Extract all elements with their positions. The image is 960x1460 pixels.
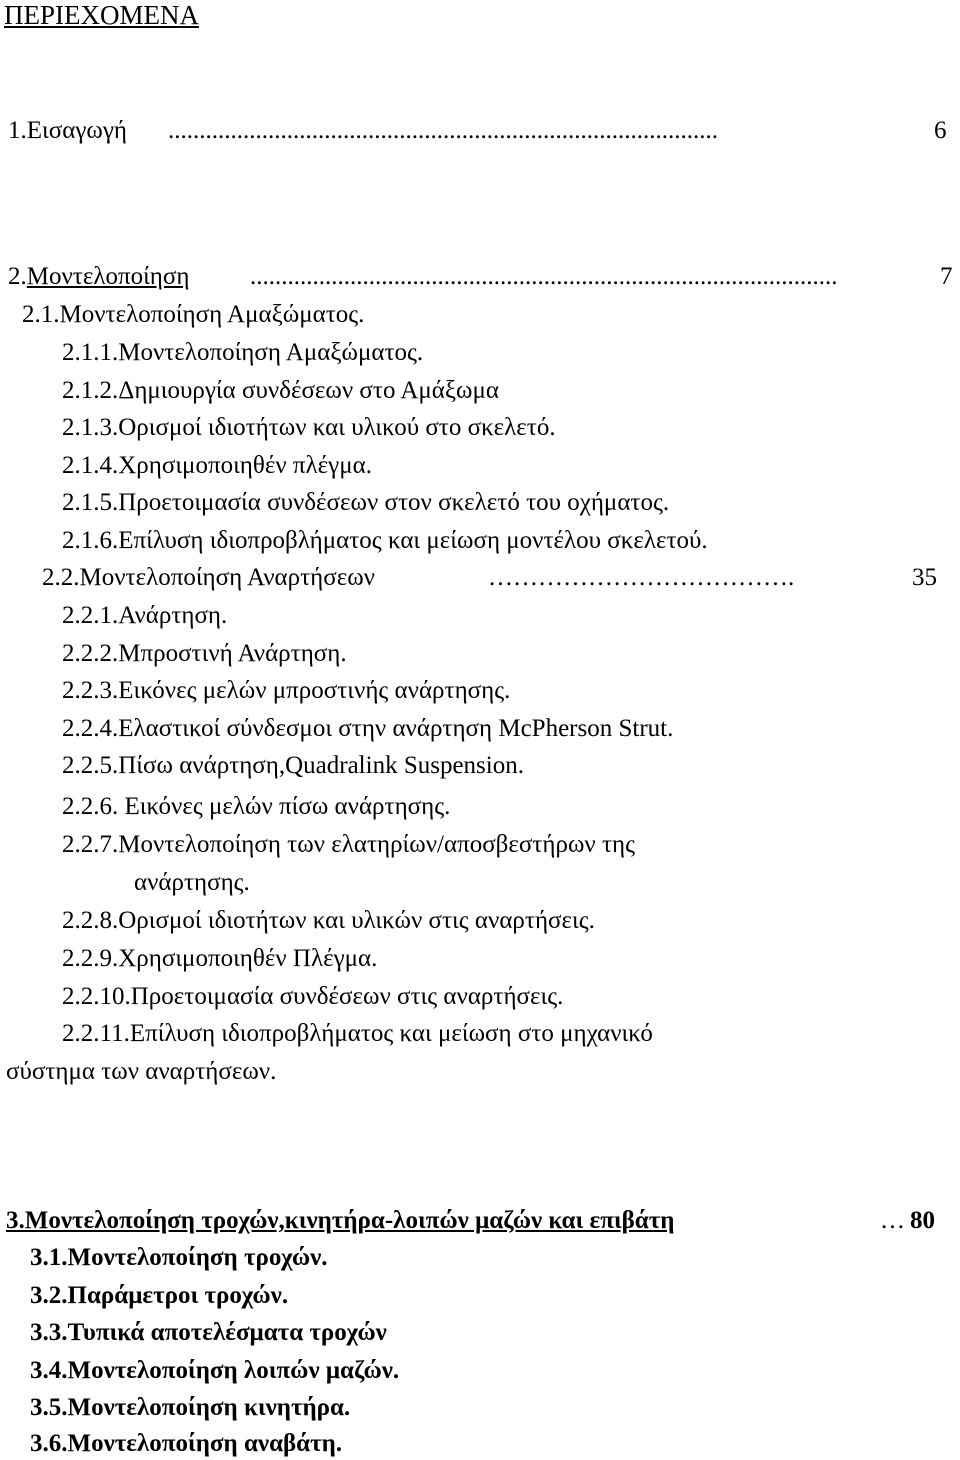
toc-entry-2[interactable] <box>8 262 189 292</box>
toc-entry-2-num: 2. <box>8 263 27 290</box>
toc-entry-2-2-11[interactable]: 2.2.11.Επίλυση ιδιοπροβλήματος και μείωση στο μηχανικό <box>62 1020 653 1047</box>
toc-entry-2-2-2[interactable]: 2.2.2.Μπροστινή Ανάρτηση. <box>62 640 347 667</box>
toc-entry-1-num: 1. <box>8 117 27 144</box>
toc-entry-2-2-9[interactable]: 2.2.9.Χρησιμοποιηθέν Πλέγμα. <box>62 945 378 972</box>
toc-entry-2-2-7-cont: ανάρτησης. <box>134 869 250 896</box>
toc-entry-2-2[interactable]: 2.2.Μοντελοποίηση Αναρτήσεων <box>42 564 375 591</box>
toc-entry-3-5[interactable]: 3.5.Μοντελοποίηση κινητήρα. <box>30 1394 351 1421</box>
toc-entry-1-label: Εισαγωγή <box>26 117 127 144</box>
toc-entry-2-1-5[interactable]: 2.1.5.Προετοιμασία συνδέσεων στον σκελετό του οχήματος. <box>62 489 670 516</box>
toc-entry-2-2-11-cont: σύστημα των αναρτήσεων. <box>6 1058 277 1085</box>
toc-entry-2-page: 7 <box>940 263 953 290</box>
toc-entry-2-1-6[interactable]: 2.1.6.Επίλυση ιδιοπροβλήματος και μείωση μοντέλου σκελετού. <box>62 527 708 554</box>
toc-entry-3[interactable]: 3.Μοντελοποίηση τροχών,κινητήρα-λοιπών μαζών και επιβάτη <box>6 1207 675 1234</box>
toc-entry-2-2-8[interactable]: 2.2.8.Ορισμοί ιδιοτήτων και υλικών στις αναρτήσεις. <box>62 907 595 934</box>
toc-entry-2-1-2[interactable]: 2.1.2.Δημιουργία συνδέσεων στο Αμάξωμα <box>62 377 499 404</box>
toc-entry-3-6[interactable]: 3.6.Μοντελοποίηση αναβάτη. <box>30 1430 343 1457</box>
toc-entry-2-2-page: 35 <box>912 564 937 591</box>
toc-entry-3-1[interactable]: 3.1.Μοντελοποίηση τροχών. <box>30 1244 328 1271</box>
toc-entry-2-1-4[interactable]: 2.1.4.Χρησιμοποιηθέν πλέγμα. <box>62 452 372 479</box>
toc-entry-2-1[interactable]: 2.1.Μοντελοποίηση Αμαξώματος. <box>22 301 365 328</box>
toc-entry-1-dots: ........................................................................................ <box>168 117 718 144</box>
toc-entry-2-2-4[interactable]: 2.2.4.Ελαστικοί σύνδεσμοι στην ανάρτηση McPherson Strut. <box>62 715 674 742</box>
toc-entry-3-dots: … <box>880 1207 905 1234</box>
toc-entry-3-4[interactable]: 3.4.Μοντελοποίηση λοιπών μαζών. <box>30 1357 400 1384</box>
toc-entry-3-3[interactable]: 3.3.Τυπικά αποτελέσματα τροχών <box>30 1319 387 1346</box>
toc-entry-2-2-5[interactable]: 2.2.5.Πίσω ανάρτηση,Quadralink Suspension. <box>62 752 524 779</box>
toc-entry-2-2-10[interactable]: 2.2.10.Προετοιμασία συνδέσεων στις αναρτήσεις. <box>62 983 564 1010</box>
toc-entry-1-page: 6 <box>934 117 947 144</box>
page-title: ΠΕΡΙΕΧΟΜΕΝΑ <box>4 0 199 30</box>
toc-entry-2-2-1[interactable]: 2.2.1.Ανάρτηση. <box>62 602 228 629</box>
toc-entry-2-2-3[interactable]: 2.2.3.Εικόνες μελών μπροστινής ανάρτησης. <box>62 677 511 704</box>
toc-entry-2-dots: .............................................................................................. <box>250 263 838 290</box>
toc-entry-2-label: Μοντελοποίηση <box>26 263 190 290</box>
toc-entry-3-2[interactable]: 3.2.Παράμετροι τροχών. <box>30 1282 289 1309</box>
toc-entry-2-1-1[interactable]: 2.1.1.Μοντελοποίηση Αμαξώματος. <box>62 339 424 366</box>
toc-entry-2-2-7[interactable]: 2.2.7.Μοντελοποίηση των ελατηρίων/αποσβεστήρων της <box>62 831 635 858</box>
toc-entry-2-1-3[interactable]: 2.1.3.Ορισμοί ιδιοτήτων και υλικού στο σκελετό. <box>62 414 556 441</box>
toc-entry-2-2-dots: ………………………………. <box>488 564 795 591</box>
toc-entry-3-page: 80 <box>910 1207 935 1234</box>
toc-entry-2-2-6[interactable]: 2.2.6. Εικόνες μελών πίσω ανάρτησης. <box>62 793 451 820</box>
